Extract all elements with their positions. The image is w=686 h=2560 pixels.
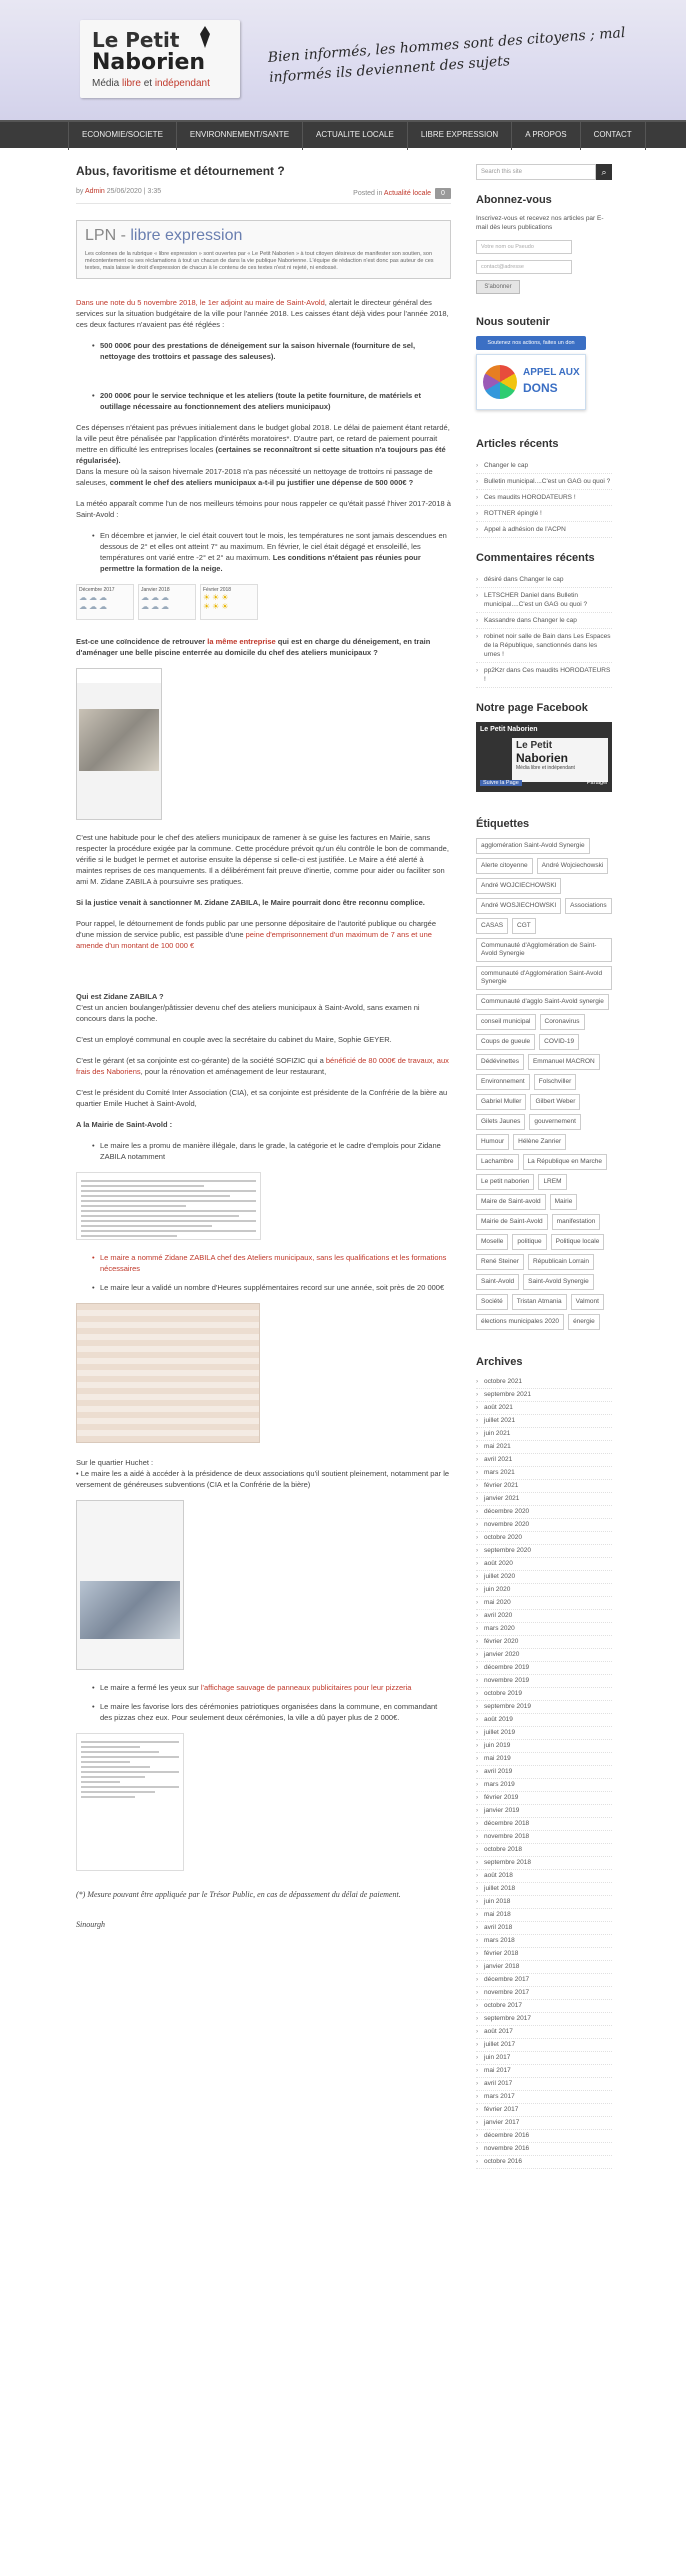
tag-link[interactable]: Gilets Jaunes: [476, 1114, 525, 1130]
archive-link[interactable]: › septembre 2019: [476, 1701, 612, 1714]
archive-link[interactable]: › juillet 2018: [476, 1883, 612, 1896]
recent-comment-link[interactable]: › Kassandre dans Changer le cap: [476, 613, 612, 629]
archive-link[interactable]: › septembre 2021: [476, 1389, 612, 1402]
tag-link[interactable]: CASAS: [476, 918, 508, 934]
cloud-icon: ☁☁☁: [141, 602, 171, 611]
cloud-icon: ☁☁☁: [141, 593, 171, 602]
tag-link[interactable]: LREM: [538, 1174, 566, 1190]
section-heading: A la Mairie de Saint-Avold :: [76, 1120, 173, 1129]
archive-link[interactable]: › juin 2020: [476, 1584, 612, 1597]
tag-link[interactable]: COVID-19: [539, 1034, 579, 1050]
tag-link[interactable]: Humour: [476, 1134, 509, 1150]
tag-link[interactable]: Républicain Lorrain: [528, 1254, 594, 1270]
archive-link[interactable]: › juin 2018: [476, 1896, 612, 1909]
tag-link[interactable]: CGT: [512, 918, 536, 934]
paragraph: La météo apparaît comme l'un de nos meilleurs témoins pour nous rappeler ce qu'était passé l'hiver 2017-2018 à Saint-Avold :: [76, 499, 451, 519]
tag-link[interactable]: Associations: [565, 898, 612, 914]
archive-link[interactable]: › mai 2018: [476, 1909, 612, 1922]
archive-link[interactable]: › février 2020: [476, 1636, 612, 1649]
recent-posts-title: Articles récents: [476, 438, 559, 450]
tag-link[interactable]: communauté d'Agglomération Saint-Avold Synergie: [476, 966, 612, 990]
note-link[interactable]: Dans une note du 5 novembre 2018, le 1er adjoint au maire de Saint-Avold: [76, 298, 325, 307]
tag-link[interactable]: Saint-Avold Synergie: [523, 1274, 594, 1290]
cloud-icon: ☁☁☁: [79, 593, 109, 602]
recent-comments-list: [476, 572, 612, 688]
archives-list: [476, 1376, 612, 2169]
overtime-spreadsheet-image: [76, 1303, 260, 1443]
nav-item-environnement[interactable]: ENVIRONNEMENT/SANTE: [177, 122, 303, 150]
paragraph: C'est un ancien boulanger/pâtissier devenu chef des ateliers municipaux à Saint-Avold, sans examen ni concours dans la poche.: [76, 1003, 420, 1023]
list-item: • Le maire les a promu de manière illégale, dans le grade, la catégorie et le cadre d'emplois pour Zidane ZABILA notamment: [92, 1140, 451, 1162]
archive-link[interactable]: › mars 2021: [476, 1467, 612, 1480]
tag-link[interactable]: André Wojciechowski: [537, 858, 609, 874]
category-link[interactable]: Actualité locale: [383, 190, 431, 197]
list-item: • Le maire leur a validé un nombre d'Heures supplémentaires record sur une année, soit près de 20 000€: [92, 1282, 451, 1293]
archive-link[interactable]: › octobre 2020: [476, 1532, 612, 1545]
article: [76, 164, 451, 1929]
comment-count-badge[interactable]: 0: [435, 188, 451, 199]
recent-post-link[interactable]: › Changer le cap: [476, 458, 612, 474]
logo-line1: Le Petit: [92, 28, 180, 52]
site-header: [0, 0, 686, 120]
recent-post-link[interactable]: › Bulletin municipal....C'est un GAG ou quoi ?: [476, 474, 612, 490]
archive-link[interactable]: › novembre 2020: [476, 1519, 612, 1532]
tag-link[interactable]: Hélène Zanrier: [513, 1134, 566, 1150]
archive-link[interactable]: › octobre 2017: [476, 2000, 612, 2013]
tag-link[interactable]: André WOSJIECHOWSKI: [476, 898, 561, 914]
archives-title: Archives: [476, 1356, 523, 1368]
tag-link[interactable]: Lachambre: [476, 1154, 519, 1170]
archive-link[interactable]: › octobre 2019: [476, 1688, 612, 1701]
archive-link[interactable]: › janvier 2019: [476, 1805, 612, 1818]
recent-comment-link[interactable]: › pp2Kzr dans Ces maudits HORODATEURS !: [476, 663, 612, 688]
archive-link[interactable]: › janvier 2017: [476, 2117, 612, 2130]
recent-posts-list: [476, 458, 612, 538]
search-form: [476, 164, 612, 180]
list-item: • Le maire a nommé Zidane ZABILA chef des Ateliers municipaux, sans les qualifications et les formations nécessaires: [92, 1252, 451, 1274]
tag-link[interactable]: Alerte citoyenne: [476, 858, 533, 874]
tag-link[interactable]: Coronavirus: [540, 1014, 585, 1030]
tag-link[interactable]: Gabriel Muller: [476, 1094, 526, 1110]
facebook-title: Notre page Facebook: [476, 702, 588, 714]
archive-link[interactable]: › novembre 2018: [476, 1831, 612, 1844]
sun-icon: ☀☀☀: [203, 602, 231, 611]
tag-link[interactable]: Politique locale: [551, 1234, 605, 1250]
paragraph: Pour rappel, le détournement de fonds public par une personne dépositaire de l'autorité publique ou chargée d'une mission de service public, est passible d'une peine d'emprisonnement d'un maximum de 7 ans et une amende d'un montant de 100 000 €: [76, 919, 437, 950]
logo-line2: Naborien: [92, 50, 206, 75]
search-icon: ⌕: [601, 167, 607, 177]
pen-icon: [198, 26, 212, 48]
donate-banner[interactable]: Soutenez nos actions, faites un don APPEL AUX DONS: [476, 336, 586, 416]
archive-link[interactable]: › mai 2017: [476, 2065, 612, 2078]
nav-item-a-propos[interactable]: A PROPOS: [512, 122, 580, 150]
nav-item-actualite[interactable]: ACTUALITE LOCALE: [303, 122, 408, 150]
archive-link[interactable]: › août 2017: [476, 2026, 612, 2039]
archive-link[interactable]: › août 2021: [476, 1402, 612, 1415]
tag-link[interactable]: Valmont: [571, 1294, 604, 1310]
recent-comment-link[interactable]: › désiré dans Changer le cap: [476, 572, 612, 588]
archive-link[interactable]: › janvier 2018: [476, 1961, 612, 1974]
invoice-document-image: [76, 1733, 184, 1871]
tag-link[interactable]: Dédévinettes: [476, 1054, 524, 1070]
archive-link[interactable]: › juin 2021: [476, 1428, 612, 1441]
tag-link[interactable]: La République en Marche: [523, 1154, 607, 1170]
donate-button[interactable]: Soutenez nos actions, faites un don: [476, 336, 586, 350]
nav-item-contact[interactable]: CONTACT: [581, 122, 646, 150]
tag-link[interactable]: Société: [476, 1294, 508, 1310]
facebook-follow-button[interactable]: Suivre la Page: [480, 780, 522, 786]
list-item: • 500 000€ pour des prestations de déneigement sur la saison hivernale (fourniture de sel, nettoyage des trottoirs et passage des saleuses).: [92, 340, 451, 362]
libre-expression-banner: LPN - libre expression Les colonnes de la rubrique « libre expression » sont ouvertes par « Le Petit Naborien » à tout citoyen désireux de manifester son soutien, son mécontentement ou ses réclamations à tout un chacun de dans la vie publique Naborienne. L'équipe de rédaction n'est donc pas auteur de ces textes, mais laisse le droit d'expression de chacun à le contenu de ces textes n'est ni rejeté, ni endossé.: [76, 220, 451, 279]
archive-link[interactable]: › février 2017: [476, 2104, 612, 2117]
recent-comment-link[interactable]: › robinet noir salle de Bain dans Les Espaces de la République, sanctionnés dans les urnes !: [476, 629, 612, 663]
tag-link[interactable]: agglomération Saint-Avold Synergie: [476, 838, 590, 854]
archive-link[interactable]: › octobre 2016: [476, 2156, 612, 2169]
signature: Sinourgh: [76, 1920, 106, 1929]
email-field[interactable]: contact@adresse: [476, 260, 572, 274]
tag-link[interactable]: Environnement: [476, 1074, 530, 1090]
recent-post-link[interactable]: › Ces maudits HORODATEURS !: [476, 490, 612, 506]
footnote: (*) Mesure pouvant être appliquée par le Trésor Public, en cas de dépassement du délai de paiement.: [76, 1890, 401, 1899]
tag-link[interactable]: conseil municipal: [476, 1014, 536, 1030]
tag-link[interactable]: Folschviller: [534, 1074, 577, 1090]
archive-link[interactable]: › septembre 2017: [476, 2013, 612, 2026]
archive-link[interactable]: › mars 2018: [476, 1935, 612, 1948]
archive-link[interactable]: › avril 2018: [476, 1922, 612, 1935]
tag-link[interactable]: Tristan Atmania: [512, 1294, 567, 1310]
recent-comment-link[interactable]: › LETSCHER Daniel dans Bulletin municipal....C'est un GAG ou quoi ?: [476, 588, 612, 613]
paragraph: C'est le président du Comité Inter Association (CIA), et sa conjointe est présidente de la Confrérie de la bière au quartier Emile Huchet à Saint-Avold,: [76, 1088, 448, 1108]
sun-icon: ☀☀☀: [203, 593, 231, 602]
archive-link[interactable]: › janvier 2020: [476, 1649, 612, 1662]
archive-link[interactable]: › décembre 2017: [476, 1974, 612, 1987]
paragraph: C'est une habitude pour le chef des ateliers municipaux de ramener à se guise les factures en Mairie, sans respecter la procédure exigée par la commune. Cette procédure prévoit qu'un élu contrôle le bon de commande, vérifie si le budget le permet et autorise ensuite la dépense si celle-ci est justifiée. Le Maire a été alerté à maintes reprises de ces manquements. Il a délibérément fait preuve d'inertie, comme pour aider ou faciliter son ami M. Zidane ZABILA à poursuivre ses pratiques.: [76, 833, 449, 886]
archive-link[interactable]: › décembre 2019: [476, 1662, 612, 1675]
archive-link[interactable]: › juin 2017: [476, 2052, 612, 2065]
archive-link[interactable]: › novembre 2019: [476, 1675, 612, 1688]
paragraph: Si la justice venait à sanctionner M. Zidane ZABILA, le Maire pourrait donc être reconnu complice.: [76, 898, 425, 907]
pool-screenshot: [76, 668, 162, 820]
list-item: • Le maire les favorise lors des cérémonies patriotiques organisées dans la commune, en commandant des pizzas chez eux. Pour seulement deux cérémonies, la ville a dû payer plus de 2 000€.: [92, 1701, 451, 1723]
nav-item-libre-expression[interactable]: LIBRE EXPRESSION: [408, 122, 512, 150]
tags-title: Étiquettes: [476, 818, 530, 830]
tag-link[interactable]: Saint-Avold: [476, 1274, 519, 1290]
archive-link[interactable]: › avril 2019: [476, 1766, 612, 1779]
logo-tagline: Média libre et indépendant: [92, 78, 210, 89]
list-item: • 200 000€ pour le service technique et les ateliers (toute la petite fourniture, de matériels et outillage nécessaire au fonctionnement des ateliers municipaux): [92, 390, 451, 412]
facebook-share-button[interactable]: Partager: [586, 780, 608, 786]
archive-link[interactable]: › août 2019: [476, 1714, 612, 1727]
main-nav: [0, 120, 686, 148]
recent-post-link[interactable]: › Appel à adhésion de l'ACPN: [476, 522, 612, 538]
paragraph: Est-ce une coïncidence de retrouver la même entreprise qui est en charge du déneigement, en train d'aménager une belle piscine enterrée au domicile du chef des ateliers municipaux ?: [76, 637, 431, 657]
archive-link[interactable]: › novembre 2016: [476, 2143, 612, 2156]
subscribe-button[interactable]: S'abonner: [476, 280, 520, 294]
tag-link[interactable]: élections municipales 2020: [476, 1314, 564, 1330]
tag-link[interactable]: Le petit naborien: [476, 1174, 534, 1190]
archive-link[interactable]: › juillet 2019: [476, 1727, 612, 1740]
archive-link[interactable]: › mai 2021: [476, 1441, 612, 1454]
archive-link[interactable]: › septembre 2018: [476, 1857, 612, 1870]
weather-images: [76, 584, 451, 620]
nav-item-economie[interactable]: ECONOMIE/SOCIETE: [68, 122, 177, 150]
tag-link[interactable]: énergie: [568, 1314, 600, 1330]
search-button[interactable]: [596, 164, 612, 180]
tag-link[interactable]: Mairie: [550, 1194, 578, 1210]
list-item: • En décembre et janvier, le ciel était couvert tout le mois, les températures ne sont jamais descendues en dessous de 2° et elles ont atteint 7° au maximum. En février, le ciel était dégagé et ensoleillé, les températures ont varié entre -2° et 2° au maximum. Les conditions n'étaient pas réunies pour permettre la formation de la neige.: [92, 530, 451, 574]
tag-link[interactable]: Communauté d'agglo Saint-Avold synergie: [476, 994, 609, 1010]
travaux-link[interactable]: bénéficié de 80 000€ de travaux, aux frais des Naboriens: [76, 1056, 449, 1076]
archive-link[interactable]: › mai 2019: [476, 1753, 612, 1766]
header-slogan: Bien informés, les hommes sont des citoyens ; mal informés ils deviennent des sujets: [267, 24, 626, 86]
archive-link[interactable]: › juin 2019: [476, 1740, 612, 1753]
archive-link[interactable]: › mars 2017: [476, 2091, 612, 2104]
archive-link[interactable]: › juillet 2021: [476, 1415, 612, 1428]
archive-link[interactable]: › novembre 2017: [476, 1987, 612, 2000]
sidebar: [476, 164, 612, 2169]
archive-link[interactable]: › mars 2019: [476, 1779, 612, 1792]
paragraph: Ces dépenses n'étaient pas prévues initialement dans le budget global 2018. Le délai de paiement étant retardé, la ville peut être pénalisée par l'application d'intérêts moratoires*. D'autre part, ce retard de paiement pourrait mettre en difficulté les entreprises locales (certaines se reconnaîtront si cette situation n'a toujours pas été régularisée). Dans la mesure où la saison hivernale 2017-2018 n'a pas nécessité un nettoyage de trottoirs ni passage de saleuses, comment le chef des ateliers municipaux a-t-il pu justifier une dépense de 500 000€ ?: [76, 423, 450, 487]
archive-link[interactable]: › février 2018: [476, 1948, 612, 1961]
archive-link[interactable]: › avril 2021: [476, 1454, 612, 1467]
tag-link[interactable]: politique: [512, 1234, 546, 1250]
paragraph: Dans une note du 5 novembre 2018, le 1er adjoint au maire de Saint-Avold, alertait le directeur général des services sur la situation budgétaire de la ville pour l'année 2018. Les caisses étant déjà vides pour l'année 2018, ces deux factures n'avaient pas été réglées :: [76, 298, 449, 329]
tag-link[interactable]: André WOJCIECHOWSKI: [476, 878, 561, 894]
tag-link[interactable]: Maire de Saint-avold: [476, 1194, 546, 1210]
archive-link[interactable]: › janvier 2021: [476, 1493, 612, 1506]
archive-link[interactable]: › février 2021: [476, 1480, 612, 1493]
tag-link[interactable]: Moselle: [476, 1234, 508, 1250]
archive-link[interactable]: › décembre 2018: [476, 1818, 612, 1831]
weather-box: Janvier 2018 ☁☁☁ ☁☁☁: [138, 584, 196, 620]
weather-box: Décembre 2017 ☁☁☁ ☁☁☁: [76, 584, 134, 620]
page-title: Abus, favoritisme et détournement ?: [76, 164, 285, 178]
archive-link[interactable]: › juillet 2020: [476, 1571, 612, 1584]
decree-document-image: [76, 1172, 261, 1240]
weather-box: Février 2018 ☀☀☀ ☀☀☀: [200, 584, 258, 620]
search-input[interactable]: Search this site: [476, 164, 596, 180]
archive-link[interactable]: › mars 2020: [476, 1623, 612, 1636]
archive-link[interactable]: › juillet 2017: [476, 2039, 612, 2052]
flower-icon: [483, 365, 517, 399]
section-heading: Qui est Zidane ZABILA ?: [76, 992, 164, 1001]
name-field[interactable]: Votre nom ou Pseudo: [476, 240, 572, 254]
list-item: • Le maire a fermé les yeux sur l'affichage sauvage de panneaux publicitaires pour leur pizzeria: [92, 1682, 451, 1693]
author-link[interactable]: Admin: [84, 188, 105, 195]
archive-link[interactable]: › octobre 2018: [476, 1844, 612, 1857]
facebook-page-logo: Le Petit Naborien Média libre et indépendant: [512, 738, 608, 782]
archive-link[interactable]: › août 2018: [476, 1870, 612, 1883]
recent-comments-title: Commentaires récents: [476, 552, 595, 564]
tag-link[interactable]: gouvernement: [529, 1114, 581, 1130]
archive-link[interactable]: › août 2020: [476, 1558, 612, 1571]
tag-link[interactable]: Communauté d'Agglomération de Saint-Avold Synergie: [476, 938, 612, 962]
affichage-link[interactable]: l'affichage sauvage de panneaux publicitaires pour leur pizzeria: [200, 1683, 412, 1692]
tag-link[interactable]: Gilbert Weber: [530, 1094, 580, 1110]
cloud-icon: ☁☁☁: [79, 602, 109, 611]
support-title: Nous soutenir: [476, 316, 550, 328]
tag-link[interactable]: Coups de gueule: [476, 1034, 535, 1050]
archive-link[interactable]: › décembre 2016: [476, 2130, 612, 2143]
archive-link[interactable]: › décembre 2020: [476, 1506, 612, 1519]
site-logo[interactable]: [80, 20, 240, 98]
entreprise-link[interactable]: la même entreprise: [207, 637, 276, 646]
tag-link[interactable]: René Steiner: [476, 1254, 524, 1270]
archive-link[interactable]: › avril 2017: [476, 2078, 612, 2091]
tag-link[interactable]: Emmanuel MACRON: [528, 1054, 600, 1070]
archive-link[interactable]: › avril 2020: [476, 1610, 612, 1623]
archive-link[interactable]: › septembre 2020: [476, 1545, 612, 1558]
paragraph: C'est un employé communal en couple avec la secrétaire du cabinet du Maire, Sophie GEYER.: [76, 1035, 392, 1044]
recent-post-link[interactable]: › ROTTNER épinglé !: [476, 506, 612, 522]
paragraph: C'est le gérant (et sa conjointe est co-gérante) de la société SOFIZIC qui a bénéficié de 80 000€ de travaux, aux frais des Naboriens, pour la rénovation et aménagement de leur restaurant,: [76, 1056, 449, 1076]
facebook-widget[interactable]: Le Petit Naborien Le Petit Naborien Média libre et indépendant Suivre la Page Partager: [476, 722, 612, 792]
facebook-post-image: [76, 1500, 184, 1670]
archive-link[interactable]: › février 2019: [476, 1792, 612, 1805]
archive-link[interactable]: › mai 2020: [476, 1597, 612, 1610]
tag-cloud: [476, 838, 612, 1330]
tag-link[interactable]: Mairie de Saint-Avold: [476, 1214, 548, 1230]
archive-link[interactable]: › octobre 2021: [476, 1376, 612, 1389]
paragraph: Sur le quartier Huchet : • Le maire les a aidé à accéder à la présidence de deux associations qu'il soutient pleinement, notamment par le versement de généreuses subventions (CIA et la Confrérie de la bière): [76, 1458, 450, 1489]
subscribe-text: Inscrivez-vous et recevez nos articles par E-mail dès leurs publications: [476, 215, 604, 231]
tag-link[interactable]: manifestation: [552, 1214, 601, 1230]
post-meta: by Admin 25/06/2020 | 3:35 Posted in Actualité locale 0: [76, 188, 451, 204]
subscribe-title: Abonnez-vous: [476, 194, 552, 206]
